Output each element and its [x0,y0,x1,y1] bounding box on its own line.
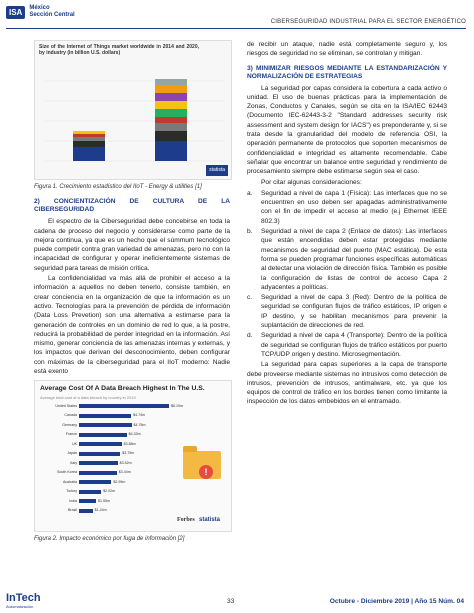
chart-category-label: Turkey [66,489,77,494]
chart-value-label: $2.02m [103,489,116,494]
page-number: 33 [227,598,235,605]
list-item: a. Seguridad a nivel de capa 1 (Física): Las interfaces que no se encuentren en uso deben ser apagadas administrativamente con el fin de impedir el acceso al medio (e.j Ethernet IEEE 802.3) [247,189,447,225]
chart-category-label: Australia [63,479,77,484]
section3-heading: 3) MINIMIZAR RIESGOS MEDIANTE LA ESTANDARIZACIÓN Y NORMALIZACIÓN DE ESTRATEGIAS [247,64,447,80]
statista-logo: statista [199,517,221,524]
chart-category-label: United States [55,403,77,408]
isa-section-label [29,5,74,19]
right-intro: de recibir un ataque, nadie está completamente seguro y, los riesgos de seguridad no se eliminan, se controlan y mitigan. [247,41,447,58]
chart-category-label: Germany [62,422,77,427]
list-item: c. Seguridad a nivel de capa 3 (Red): Dentro de la política de seguridad se configuran flujos de tráfico estáticos, IP origen e IP destino, y se habilitan mecanismos para prevenir la suplantación de direcciones de red. [247,294,447,330]
chart-bar-row [39,451,134,457]
left-column [34,40,230,545]
chart-bar-row [39,498,110,504]
chart-bar-row [39,489,115,495]
security-layers-list [247,189,447,359]
chart-bar-row [39,479,125,485]
chart-bar-row [39,441,136,447]
chart-bar [79,480,111,484]
list-item: d. Seguridad a nivel de capa 4 (Transporte): Dentro de la política de seguridad se configuran flujos de tráfico estáticos por puerto TCP/UDP origen y destino. Microsegmentación. [247,332,447,358]
chart-bar-row [39,413,145,419]
chart-value-label: $2.95m [113,479,126,484]
issue-info: Octubre - Diciembre 2019 | Año 15 Núm. 04 [329,598,464,605]
bar-2020 [155,79,187,161]
chart-value-label: $1.55m [98,498,111,503]
chart-bar-row [39,403,183,409]
section2-paragraph1: El espectro de la Ciberseguridad debe concebirse en toda la cadena de proceso del negocio y considerarse como parte de la mejora continua, ya que es un hecho que el súmmum tecnológico puede competir contra gran variedad de amenazas, pero no con la incapacidad de configurar y operar ineficientemente sistemas de seguridad para tareas de misión crítica. [34,218,230,272]
isa-logo-mark: ISA [6,6,25,19]
page-footer [0,593,474,613]
figure1-stacked-bars [35,41,231,179]
figure2-subtitle: Average total cost of a data breach by country in 2019 [40,395,136,401]
section3-paragraph3: La seguridad para capas superiores a la capa de transporte debe proveerse mediante sistemas no intrusivos como detección de intrusos, prevención de intrusos, antimalware, etc. ya que los equipos de control de tráfico en los bordes tienen como limitante la inspección de los datos embebidos en el entramado. [247,361,447,406]
chart-value-label: $8.19m [171,403,183,408]
chart-bar [79,471,117,475]
warning-icon: ! [199,465,213,479]
chart-category-label: Italy [70,460,77,465]
chart-bar-row [39,460,132,466]
chart-bar [79,490,101,494]
chart-category-label: UK [72,441,77,446]
header-rule [6,28,466,29]
chart-category-label: Japan [67,451,77,456]
chart-bar-row [39,508,107,514]
chart-value-label: $4.78m [133,422,146,427]
chart-category-label: Canada [64,413,77,418]
chart-value-label: $4.74m [133,413,146,418]
statista-badge: statista [206,165,228,176]
chart-bar [79,452,120,456]
figure2-title: Average Cost Of A Data Breach Highest In The U.S. [40,385,205,393]
chart-bar-row [39,432,141,438]
isa-logo [6,5,75,19]
chart-value-label: $3.75m [122,451,135,456]
chart-bar [79,414,131,418]
chart-category-label: France [65,432,77,437]
forbes-logo: Forbes [177,517,195,524]
section2-heading: 2) CONCIENTIZACIÓN DE CULTURA DE LA CIBERSEGURIDAD [34,198,230,214]
bar-2014 [73,131,105,161]
chart-value-label: $4.33m [128,432,141,437]
chart-bar [79,461,118,465]
chart-bar-row [39,470,131,476]
org-line1: México [29,5,50,11]
chart-bar [79,509,93,513]
figure2-caption: Figura 2. Impacto económico por fuga de información [2] [34,536,185,543]
right-column [247,40,447,408]
chart-category-label: South Korea [57,470,77,475]
figure1-chart [34,40,232,180]
chart-value-label: $3.88m [123,441,136,446]
chart-value-label: $1.24m [94,508,107,513]
chart-bar [79,442,122,446]
chart-bar [79,404,169,408]
chart-bar-row [39,422,146,428]
org-line2: Sección Central [29,12,75,18]
figure2-chart [34,380,232,532]
chart-value-label: $3.44m [118,470,131,475]
chart-value-label: $3.52m [119,460,132,465]
section3-paragraph1: La seguridad por capas considera la cobertura a cada activo o unidad. El uso de buenas prácticas para la implementación de Zonas, Conductos y Canales, según se cita en la ISA/IEC 62443 (Documento IEC-62443-3-2 "Standard addresses security risk assessment and system design for IACS") es preponderante y, si se trata desde la granularidad del modelo de referencia OSI, la operación permanente de protocolos que soporten mecanismos de confidencialidad e integridad es altamente recomendable. Cabe señalar que encontrar un balance entre seguridad y rendimiento de procesamiento siempre debe estimarse según sea el caso. [247,84,447,176]
chart-bar [79,423,132,427]
chart-category-label: Brazil [68,508,77,513]
section2-paragraph2: La confidencialidad va más allá de prohibir el acceso a la información a aquellos no deben tenerlo, consiste también, en crear conciencia en la organización de que la información es un activo. Tecnologías para la prevención de pérdida de información (Data Loss Prevetion) son una alternativa a estimarse para la generación de controles en un dominio de red lo que, a la postre, reducirá la probabilidad de perder integridad en la información. Así mismo, generar conciencia de las amenazas internas y externas, y los impactos que derivan del desconocimiento, deben configurar con máximas de la ciberseguridad para el IIoT moderno: Nadie está exento [34,275,230,376]
figure1-caption: Figura 1. Crecimiento estadístico del IIoT - Energy & utilities [1] [34,184,202,190]
chart-bar [79,499,96,503]
figure1-title: Size of the Internet of Things market worldwide in 2014 and 2020, by industry (in billion U.S. dollars) [39,44,199,56]
chart-bar [79,433,127,437]
section3-paragraph2: Por citar algunas consideraciones: [261,178,362,186]
list-item: b. Seguridad a nivel de capa 2 (Enlace de datos): Las interfaces que están encendidas deben estar protegidas mediante mecanismos de seguridad del puerto (MAC estática). De esta forma se pueden programar funciones específicas automáticas al detectar una violación de dirección física. También es posible la configuración de listas de control de acceso Capa 2 adyacentes a políticas. [247,228,447,291]
running-title: CIBERSEGURIDAD INDUSTRIAL PARA EL SECTOR ENERGÉTICO [270,19,466,25]
chart-category-label: India [69,498,77,503]
intech-logo: InTech Automatización [6,592,41,609]
